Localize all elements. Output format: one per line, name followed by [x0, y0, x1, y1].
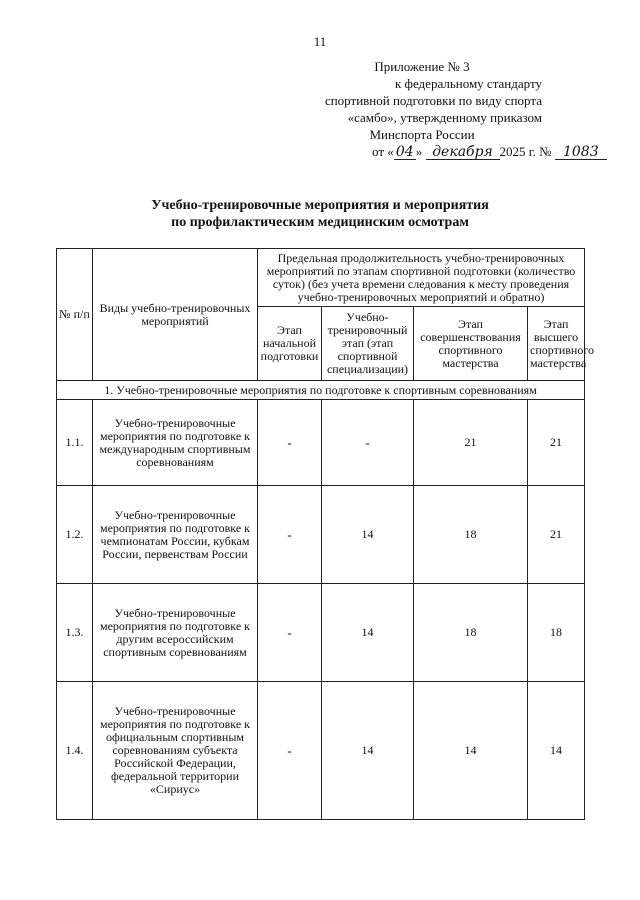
row-event-name: Учебно-тренировочные мероприятия по подготовке к официальным спортивным соревнованиям субъекта Российской Федерации, федеральной территории «Сириус»	[93, 682, 258, 820]
header-duration-group: Предельная продолжительность учебно-тренировочных мероприятий по этапам спортивной подготовки (количество суток) (без учета времени следования к месту проведения учебно-тренировочных мероприятий и обратно)	[258, 249, 585, 307]
row-value-highest: 14	[528, 682, 585, 820]
row-event-name: Учебно-тренировочные мероприятия по подготовке к чемпионатам России, кубкам России, первенствам России	[93, 486, 258, 584]
header-stage-training: Учебно-тренировочный этап (этап спортивной специализации)	[322, 307, 414, 381]
row-value-training: 14	[322, 486, 414, 584]
row-number: 1.1.	[57, 400, 93, 486]
appendix-line-5: Минспорта России	[369, 127, 475, 142]
row-value-initial: -	[258, 584, 322, 682]
order-year: 2025 г. №	[499, 144, 552, 159]
table-row	[57, 486, 585, 584]
row-value-improvement: 21	[414, 400, 528, 486]
appendix-block	[242, 58, 542, 143]
row-value-initial: -	[258, 400, 322, 486]
appendix-line-4: «самбо», утвержденному приказом	[347, 110, 542, 125]
order-line	[372, 144, 607, 160]
document-title-line-1: Учебно-тренировочные мероприятия и мероприятия	[151, 198, 489, 213]
order-month-handwritten: декабря	[426, 145, 500, 160]
header-number: № п/п	[57, 249, 93, 381]
row-value-initial: -	[258, 682, 322, 820]
row-value-improvement: 18	[414, 486, 528, 584]
row-value-training: 14	[322, 682, 414, 820]
row-number: 1.4.	[57, 682, 93, 820]
row-value-highest: 18	[528, 584, 585, 682]
table-row	[57, 584, 585, 682]
row-value-improvement: 18	[414, 584, 528, 682]
row-number: 1.3.	[57, 584, 93, 682]
row-value-improvement: 14	[414, 682, 528, 820]
header-event-kind: Виды учебно-тренировочных мероприятий	[93, 249, 258, 381]
row-event-name: Учебно-тренировочные мероприятия по подготовке к международным спортивным соревнованиям	[93, 400, 258, 486]
appendix-title: Приложение № 3	[374, 59, 470, 74]
order-day-handwritten: 04	[394, 145, 416, 160]
row-value-training: -	[322, 400, 414, 486]
row-event-name: Учебно-тренировочные мероприятия по подготовке к другим всероссийским спортивным соревнованиям	[93, 584, 258, 682]
row-value-highest: 21	[528, 486, 585, 584]
order-mid: »	[415, 144, 423, 159]
document-title	[0, 197, 640, 231]
table-row	[57, 400, 585, 486]
row-value-training: 14	[322, 584, 414, 682]
order-number-handwritten: 1083	[555, 145, 607, 160]
table-row	[57, 682, 585, 820]
row-value-initial: -	[258, 486, 322, 584]
header-stage-highest: Этап высшего спортивного мастерства	[528, 307, 585, 381]
header-stage-improvement: Этап совершенствования спортивного мастерства	[414, 307, 528, 381]
events-table	[56, 248, 594, 820]
section-heading: 1. Учебно-тренировочные мероприятия по подготовке к спортивным соревнованиям	[57, 381, 585, 400]
row-value-highest: 21	[528, 400, 585, 486]
document-title-line-2: по профилактическим медицинским осмотрам	[171, 215, 469, 230]
header-stage-initial: Этап начальной подготовки	[258, 307, 322, 381]
order-prefix: от «	[372, 144, 394, 159]
page-number: 11	[313, 34, 327, 49]
appendix-line-2: к федеральному стандарту	[394, 76, 542, 91]
appendix-line-3: спортивной подготовки по виду спорта	[324, 93, 542, 108]
row-number: 1.2.	[57, 486, 93, 584]
